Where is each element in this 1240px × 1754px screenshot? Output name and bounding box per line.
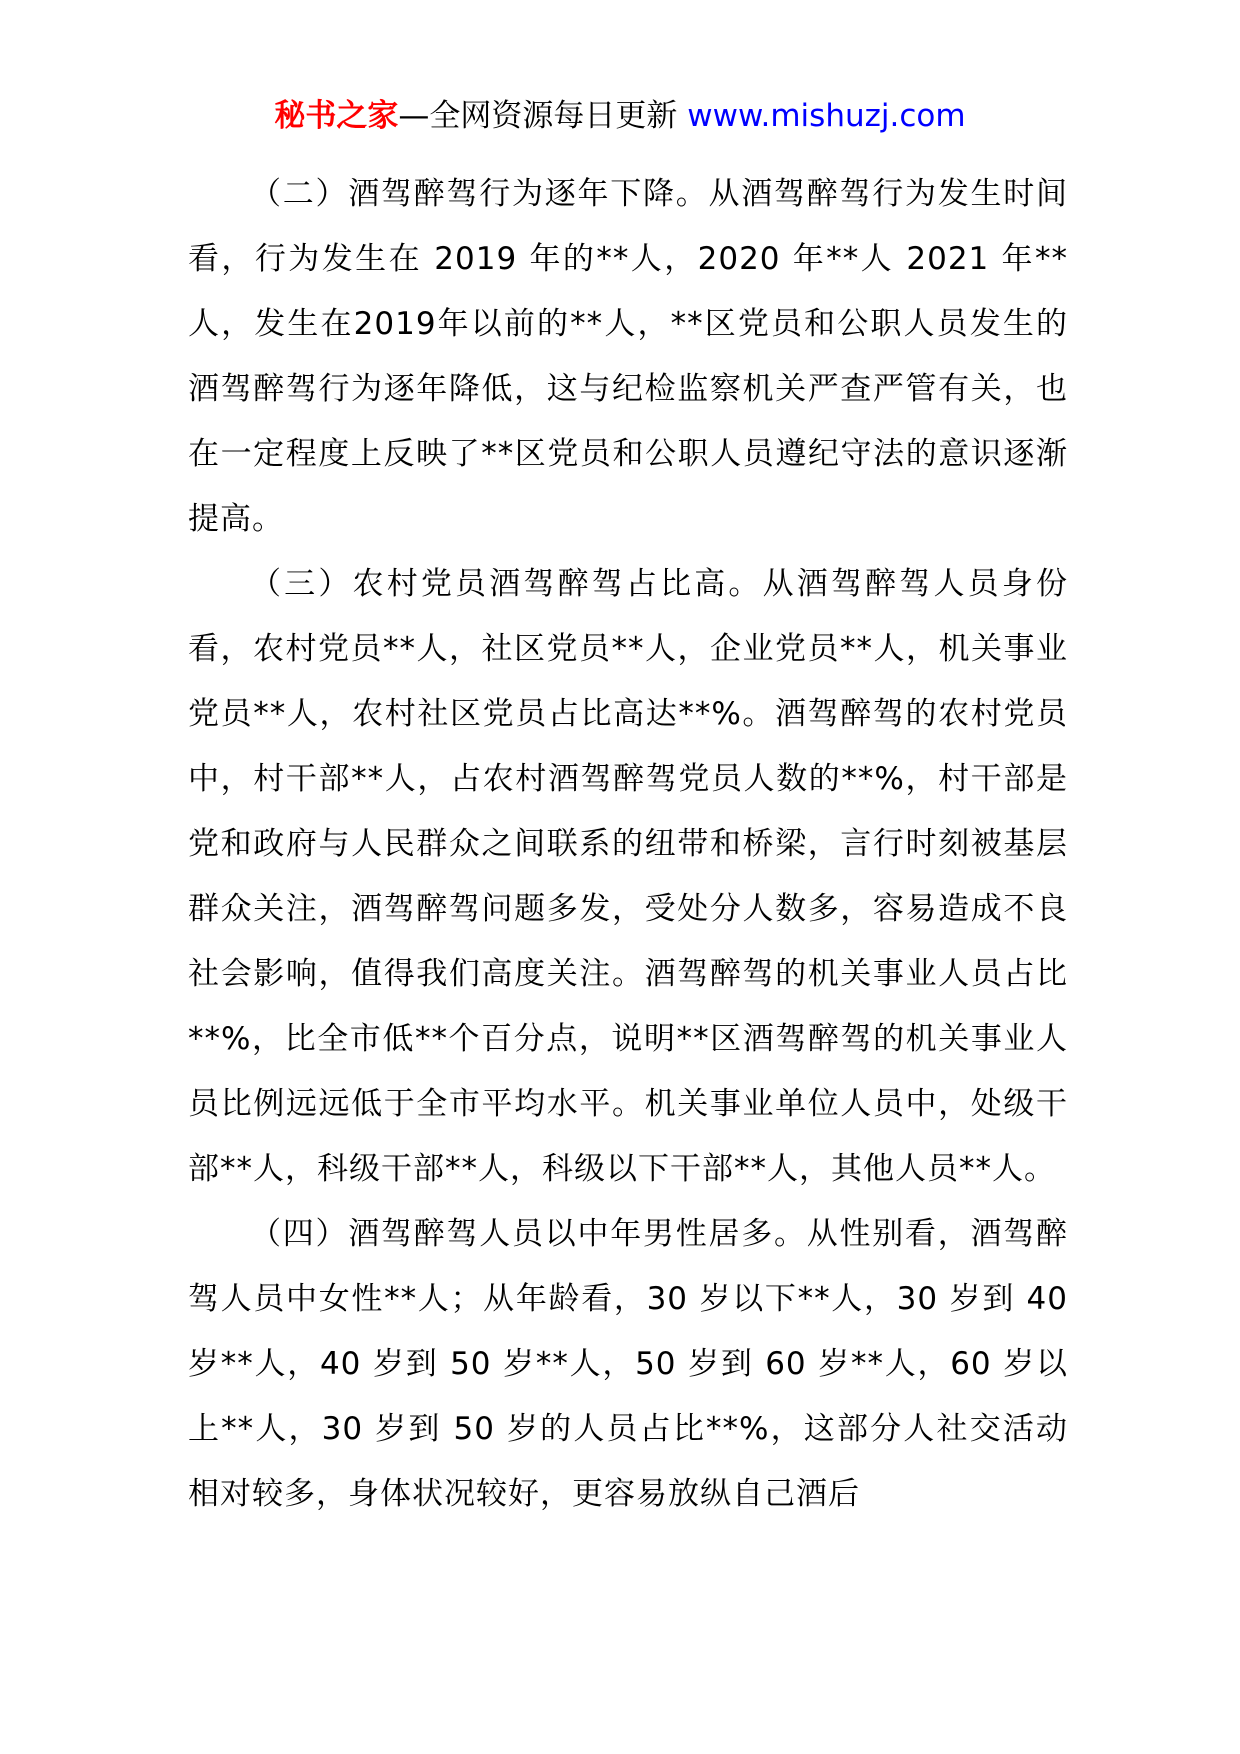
site-tagline: —全网资源每日更新 bbox=[398, 98, 678, 134]
paragraph-section-3: （三）农村党员酒驾醉驾占比高。从酒驾醉驾人员身份看，农村党员**人，社区党员**人，企业党员**人，机关事业党员**人，农村社区党员占比高达**%。酒驾醉驾的农村党员中，村干部**人，占农村酒驾醉驾党员人数的**%，村干部是党和政府与人民群众之间联系的纽带和桥梁，言行时刻被基层群众关注，酒驾醉驾问题多发，受处分人数多，容易造成不良社会影响，值得我们高度关注。酒驾醉驾的机关事业人员占比**%，比全市低**个百分点，说明**区酒驾醉驾的机关事业人员比例远远低于全市平均水平。机关事业单位人员中，处级干部**人，科级干部**人，科级以下干部**人，其他人员**人。 bbox=[188, 566, 1068, 1187]
document-body bbox=[188, 162, 1068, 1527]
paragraph-section-4: （四）酒驾醉驾人员以中年男性居多。从性别看，酒驾醉驾人员中女性**人；从年龄看，30 岁以下**人，30 岁到 40 岁**人，40 岁到 50 岁**人，50 岁到 60 岁**人，60 岁以上**人，30 岁到 50 岁的人员占比**%，这部分人社交活动相对较多，身体状况较好，更容易放纵自己酒后 bbox=[188, 1216, 1068, 1512]
site-url-link[interactable]: www.mishuzj.com bbox=[687, 98, 966, 134]
paragraph-section-2: （二）酒驾醉驾行为逐年下降。从酒驾醉驾行为发生时间看，行为发生在 2019 年的**人，2020 年**人 2021 年**人，发生在2019年以前的**人，**区党员和公职人员发生的酒驾醉驾行为逐年降低，这与纪检监察机关严查严管有关，也在一定程度上反映了**区党员和公职人员遵纪守法的意识逐渐提高。 bbox=[188, 176, 1068, 537]
site-header bbox=[0, 96, 1240, 136]
site-brand: 秘书之家 bbox=[274, 98, 399, 134]
